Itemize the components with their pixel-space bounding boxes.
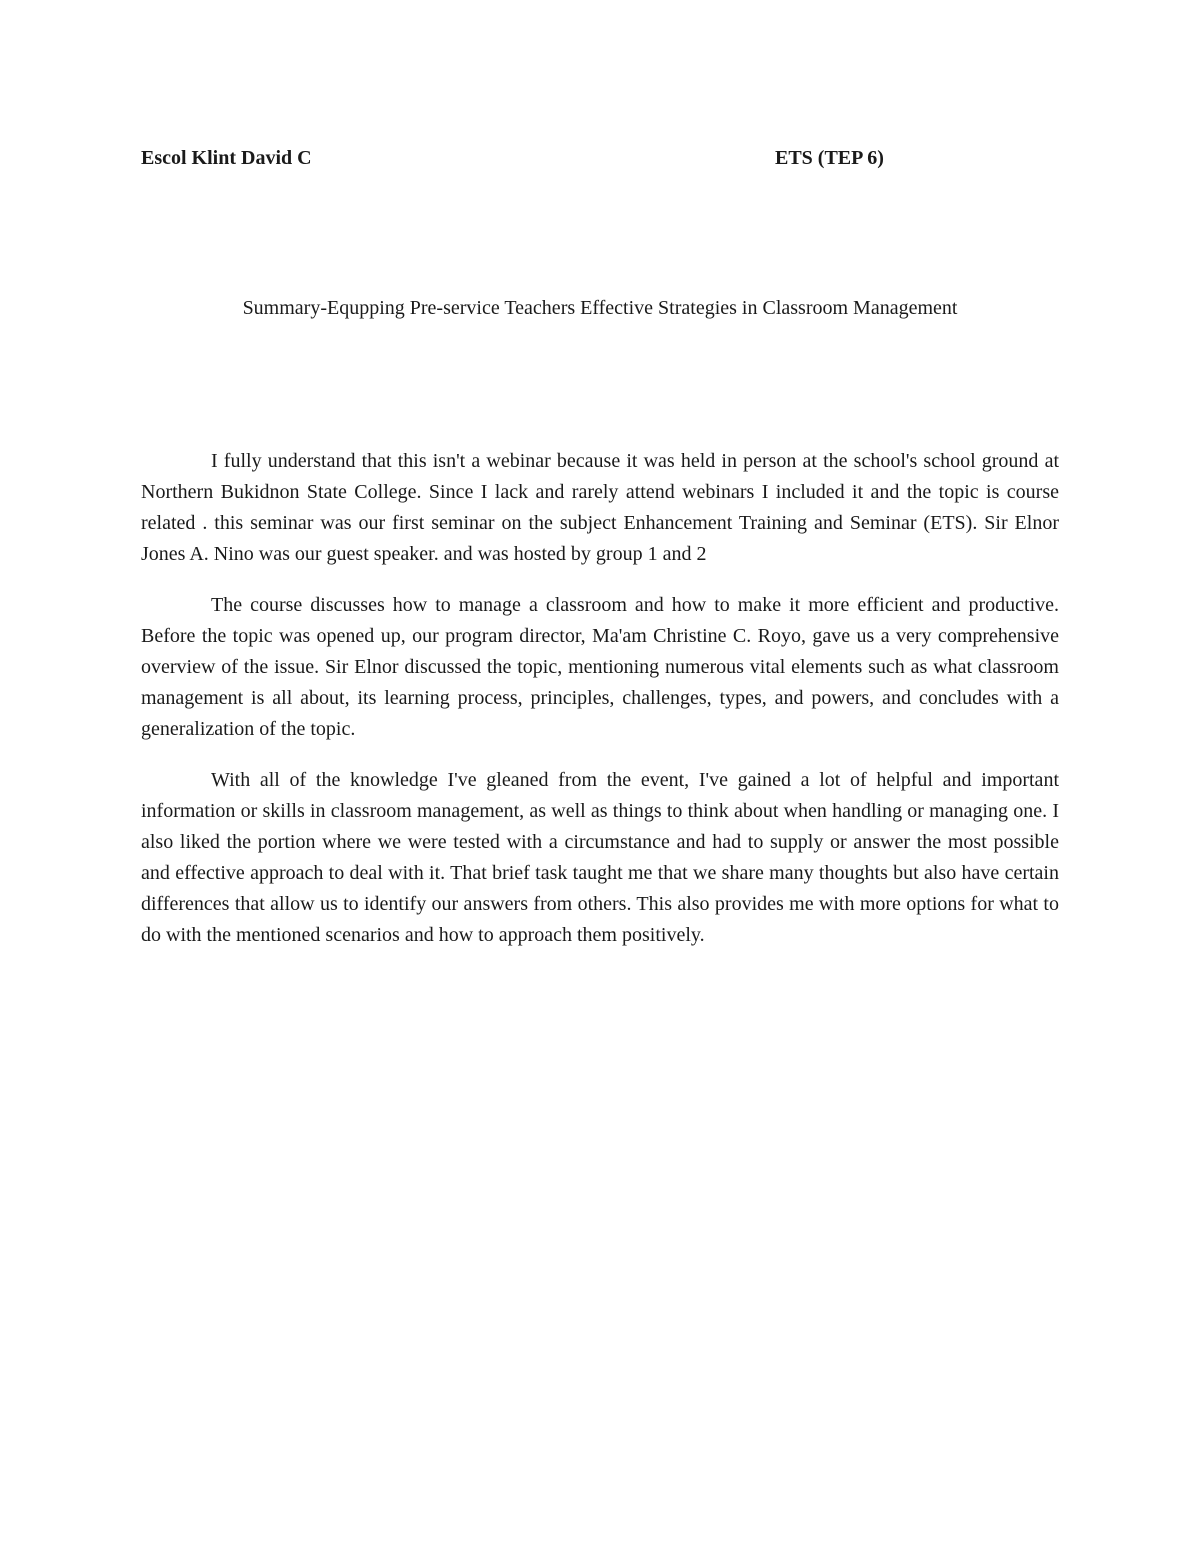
document-body — [141, 446, 1059, 971]
author-name: Escol Klint David C — [141, 147, 312, 169]
paragraph-1: I fully understand that this isn't a webinar because it was held in person at the school's school ground at Northern Bukidnon State College. Since I lack and rarely attend webinars I included it and the topic is course related . this seminar was our first seminar on the subject Enhancement Training and Seminar (ETS). Sir Elnor Jones A. Nino was our guest speaker. and was hosted by group 1 and 2 — [141, 450, 1059, 565]
paragraph-3: With all of the knowledge I've gleaned from the event, I've gained a lot of helpful and important information or skills in classroom management, as well as things to think about when handling or managing one. I also liked the portion where we were tested with a circumstance and had to supply or answer the most possible and effective approach to deal with it. That brief task taught me that we share many thoughts but also have certain differences that allow us to identify our answers from others. This also provides me with more options for what to do with the mentioned scenarios and how to approach them positively. — [141, 769, 1059, 946]
paragraph-2: The course discusses how to manage a classroom and how to make it more efficient and productive. Before the topic was opened up, our program director, Ma'am Christine C. Royo, gave us a very comprehensive overview of the issue. Sir Elnor discussed the topic, mentioning numerous vital elements such as what classroom management is all about, its learning process, principles, challenges, types, and powers, and concludes with a generalization of the topic. — [141, 594, 1059, 740]
course-code: ETS (TEP 6) — [775, 147, 884, 169]
document-title: Summary-Equpping Pre-service Teachers Effective Strategies in Classroom Management — [242, 297, 958, 319]
